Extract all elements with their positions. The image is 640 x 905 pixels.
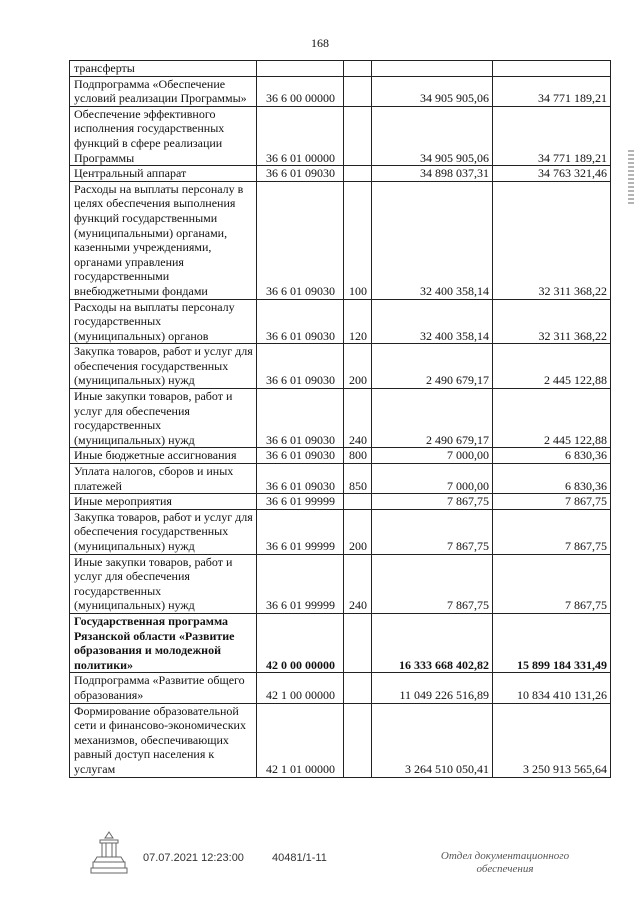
footer-doc-number: 40481/1-11 [272, 852, 327, 864]
row-vr-cell: 240 [344, 389, 372, 448]
table-row [70, 166, 611, 182]
coat-of-arms-icon [88, 828, 130, 878]
row-code-cell: 36 6 00 00000 [257, 76, 344, 106]
row-code-cell [257, 61, 344, 77]
row-sum-executed-cell: 2 445 122,88 [493, 389, 611, 448]
footer-date: 07.07.2021 12:23:00 [143, 852, 244, 864]
row-sum-executed-cell: 10 834 410 131,26 [493, 673, 611, 703]
row-code-cell: 36 6 01 09030 [257, 166, 344, 182]
table-row [70, 389, 611, 448]
row-sum-2021-cell: 34 905 905,06 [372, 76, 493, 106]
row-vr-cell: 800 [344, 448, 372, 464]
scan-artifact [628, 150, 634, 205]
row-sum-2021-cell: 34 898 037,31 [372, 166, 493, 182]
row-vr-cell: 200 [344, 509, 372, 554]
row-sum-executed-cell: 7 867,75 [493, 509, 611, 554]
row-vr-cell [344, 703, 372, 777]
table-row [70, 494, 611, 510]
row-name-cell: Закупка товаров, работ и услуг для обеспечения государственных (муниципальных) нужд [70, 344, 257, 389]
row-code-cell: 36 6 01 09030 [257, 448, 344, 464]
row-name-cell: Иные закупки товаров, работ и услуг для обеспечения государственных (муниципальных) нужд [70, 389, 257, 448]
table-row [70, 509, 611, 554]
table-row [70, 61, 611, 77]
row-code-cell: 42 1 00 00000 [257, 673, 344, 703]
row-name-cell: Расходы на выплаты персоналу в целях обеспечения выполнения функций государственными (муниципальными) органами, казенными учреждениями, органами управления государственными внебюджетными фондами [70, 181, 257, 299]
row-code-cell: 36 6 01 09030 [257, 299, 344, 344]
table-row [70, 344, 611, 389]
table-row [70, 299, 611, 344]
row-name-cell: Иные бюджетные ассигнования [70, 448, 257, 464]
table-row [70, 448, 611, 464]
row-sum-2021-cell: 7 867,75 [372, 494, 493, 510]
row-vr-cell [344, 494, 372, 510]
department-stamp: Отдел документационного обеспечения [440, 850, 570, 875]
row-vr-cell: 100 [344, 181, 372, 299]
row-vr-cell [344, 613, 372, 672]
table-row [70, 181, 611, 299]
row-name-cell: Расходы на выплаты персоналу государственных (муниципальных) органов [70, 299, 257, 344]
budget-table [69, 60, 611, 778]
row-vr-cell [344, 76, 372, 106]
table-row [70, 464, 611, 494]
row-name-cell: Центральный аппарат [70, 166, 257, 182]
row-code-cell: 36 6 01 99999 [257, 494, 344, 510]
row-sum-executed-cell: 7 867,75 [493, 554, 611, 613]
row-sum-2021-cell: 2 490 679,17 [372, 344, 493, 389]
table-row [70, 673, 611, 703]
table-row [70, 703, 611, 777]
row-sum-2021-cell: 7 000,00 [372, 448, 493, 464]
row-sum-2021-cell [372, 61, 493, 77]
row-name-cell: Уплата налогов, сборов и иных платежей [70, 464, 257, 494]
row-sum-executed-cell: 34 771 189,21 [493, 76, 611, 106]
row-sum-executed-cell: 15 899 184 331,49 [493, 613, 611, 672]
row-code-cell: 36 6 01 00000 [257, 106, 344, 165]
row-sum-2021-cell: 2 490 679,17 [372, 389, 493, 448]
row-sum-2021-cell: 32 400 358,14 [372, 299, 493, 344]
table-row [70, 554, 611, 613]
row-code-cell: 36 6 01 09030 [257, 181, 344, 299]
row-code-cell: 42 0 00 00000 [257, 613, 344, 672]
row-sum-executed-cell: 7 867,75 [493, 494, 611, 510]
row-vr-cell: 240 [344, 554, 372, 613]
row-sum-executed-cell: 34 771 189,21 [493, 106, 611, 165]
row-name-cell: Формирование образовательной сети и финансово-экономических механизмов, обеспечивающих равный доступ населения к услугам [70, 703, 257, 777]
row-sum-2021-cell: 7 867,75 [372, 509, 493, 554]
row-sum-executed-cell: 3 250 913 565,64 [493, 703, 611, 777]
table-row [70, 613, 611, 672]
row-vr-cell [344, 106, 372, 165]
row-name-cell: Подпрограмма «Развитие общего образования» [70, 673, 257, 703]
row-vr-cell [344, 61, 372, 77]
row-sum-executed-cell: 6 830,36 [493, 464, 611, 494]
row-sum-2021-cell: 16 333 668 402,82 [372, 613, 493, 672]
row-name-cell: Государственная программа Рязанской области «Развитие образования и молодежной политики» [70, 613, 257, 672]
row-vr-cell: 120 [344, 299, 372, 344]
row-name-cell: Закупка товаров, работ и услуг для обеспечения государственных (муниципальных) нужд [70, 509, 257, 554]
table-row [70, 106, 611, 165]
row-sum-executed-cell [493, 61, 611, 77]
row-sum-executed-cell: 2 445 122,88 [493, 344, 611, 389]
footer [0, 818, 640, 888]
row-code-cell: 42 1 01 00000 [257, 703, 344, 777]
table-row [70, 76, 611, 106]
row-sum-executed-cell: 32 311 368,22 [493, 299, 611, 344]
row-name-cell: Обеспечение эффективного исполнения государственных функций в сфере реализации Программы [70, 106, 257, 165]
row-sum-executed-cell: 6 830,36 [493, 448, 611, 464]
row-sum-2021-cell: 3 264 510 050,41 [372, 703, 493, 777]
row-name-cell: Иные мероприятия [70, 494, 257, 510]
row-name-cell: Подпрограмма «Обеспечение условий реализации Программы» [70, 76, 257, 106]
row-vr-cell: 850 [344, 464, 372, 494]
row-vr-cell [344, 166, 372, 182]
row-sum-executed-cell: 32 311 368,22 [493, 181, 611, 299]
page-number: 168 [311, 36, 329, 50]
row-code-cell: 36 6 01 09030 [257, 389, 344, 448]
row-sum-2021-cell: 34 905 905,06 [372, 106, 493, 165]
row-code-cell: 36 6 01 09030 [257, 464, 344, 494]
row-code-cell: 36 6 01 99999 [257, 509, 344, 554]
row-sum-2021-cell: 32 400 358,14 [372, 181, 493, 299]
row-vr-cell: 200 [344, 344, 372, 389]
row-vr-cell [344, 673, 372, 703]
row-sum-2021-cell: 7 000,00 [372, 464, 493, 494]
row-code-cell: 36 6 01 99999 [257, 554, 344, 613]
row-sum-2021-cell: 7 867,75 [372, 554, 493, 613]
row-code-cell: 36 6 01 09030 [257, 344, 344, 389]
row-name-cell: трансферты [70, 61, 257, 77]
row-sum-executed-cell: 34 763 321,46 [493, 166, 611, 182]
row-sum-2021-cell: 11 049 226 516,89 [372, 673, 493, 703]
row-name-cell: Иные закупки товаров, работ и услуг для обеспечения государственных (муниципальных) нужд [70, 554, 257, 613]
